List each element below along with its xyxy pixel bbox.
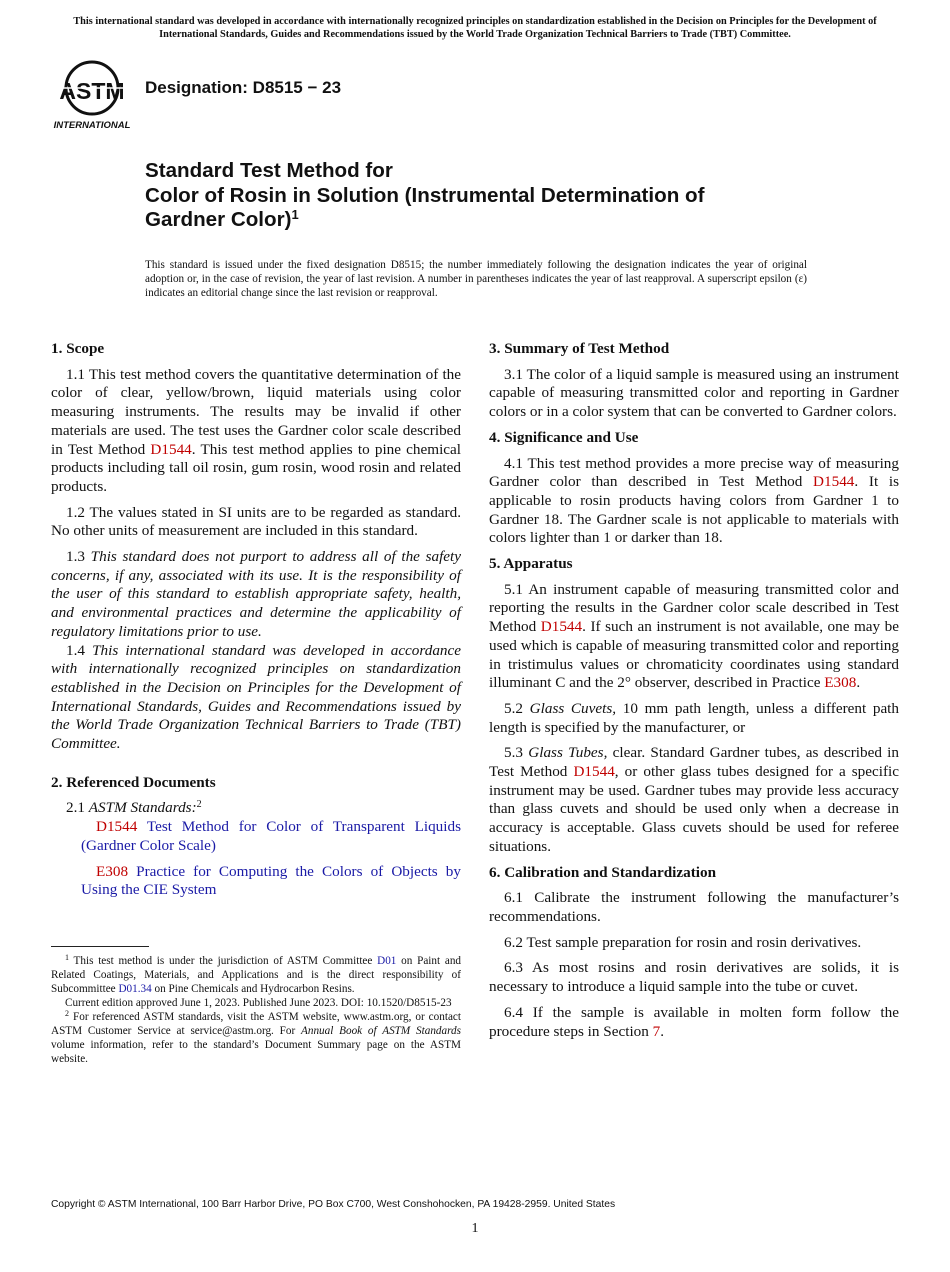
title-line-2: Color of Rosin in Solution (Instrumental Determination of <box>145 183 705 207</box>
para-5-1-text-c: . <box>856 674 861 692</box>
ref-e308-title[interactable]: Practice for Computing the Colors of Objects by Using the CIE System <box>81 862 461 899</box>
astm-logo-icon <box>52 56 136 132</box>
issued-note: This standard is issued under the fixed designation D8515; the number immediately following the designation indicates the year of original adoption or, in the case of revision, the year of last revision. A number in parentheses indicates the year of last reapproval. A superscript epsilon (ε) indicates an editorial change since the last revision or reapproval. <box>145 259 807 299</box>
right-column <box>489 340 899 1048</box>
ref-d1544[interactable] <box>51 818 461 855</box>
ref-e308[interactable] <box>51 863 461 900</box>
para-5-2-num: 5.2 <box>504 699 530 717</box>
para-5-2 <box>489 700 899 737</box>
para-5-3-text-b: , or other glass tubes designed for a specific instrument may be used. Gardner tubes may provide less accuracy than glass cuvets and should be used only when a decrease in accuracy is acceptable. Glass cuvets should be used for referee situations. <box>489 763 899 855</box>
document-title <box>145 159 865 233</box>
para-1-1 <box>51 366 461 497</box>
para-1-4-text: This international standard was developed in accordance with internationally recognized principles on standardization established in the Decision on Principles for the Development of International Standards, Guides and Recommendations issued by the World Trade Organization Technical Barriers to Trade (TBT) Committee. <box>51 641 462 753</box>
section-4-heading: 4. Significance and Use <box>489 428 639 446</box>
para-2-1-text: ASTM Standards: <box>88 799 197 817</box>
footnote-2-italic: Annual Book of ASTM Standards <box>301 1025 461 1037</box>
ref-d1544-code[interactable]: D1544 <box>96 818 138 836</box>
title-line-1: Standard Test Method for <box>145 159 393 182</box>
footnote-1-edition: Current edition approved June 1, 2023. Published June 2023. DOI: 10.1520/D8515-23 <box>65 997 452 1009</box>
link-e308[interactable]: E308 <box>824 674 857 692</box>
para-4-1-text-a: 4.1 This test method provides a more precise way of measuring Gardner color than described in Test Method <box>489 454 899 491</box>
para-6-1: 6.1 Calibrate the instrument following the manufacturer’s recommendations. <box>489 889 899 925</box>
para-5-3-text-a: clear. Standard Gardner tubes, as described in Test Method <box>489 744 899 781</box>
section-6-heading: 6. Calibration and Standardization <box>489 863 717 881</box>
para-6-4-text-b: . <box>660 1022 665 1040</box>
para-1-3-text: This standard does not purport to address all of the safety concerns, if any, associated with its use. It is the responsibility of the user of this standard to establish appropriate safety, health, and environmental practices and determine the applicability of regulatory limitations prior to use. <box>51 548 462 640</box>
footnote-1-text-b: on Paint and Related Coatings, Materials, and Applications and is the direct responsibility of Subcommittee <box>51 955 462 995</box>
left-column <box>51 340 461 907</box>
footnote-1-text-a: This test method is under the jurisdiction of ASTM Committee <box>69 955 378 967</box>
footnote-1 <box>51 954 461 996</box>
title-line-3 <box>145 208 865 233</box>
header-notice: This international standard was developed in accordance with internationally recognized principles on standardization established in the Decision on Principles for the Development of International Standards, Guides and Recommendations issued by the World Trade Organization Technical Barriers to Trade (TBT) Committee. <box>73 16 877 40</box>
para-3-1: 3.1 The color of a liquid sample is measured using an instrument capable of measuring transmitted color and reporting in Gardner colors or in a color system that can be converted to Gardner colors. <box>489 365 899 421</box>
para-5-3-num: 5.3 <box>504 744 529 762</box>
para-6-2: 6.2 Test sample preparation for rosin and rosin derivatives. <box>504 933 862 951</box>
para-1-3-num: 1.3 <box>66 548 91 566</box>
para-1-4-num: 1.4 <box>66 641 93 659</box>
para-1-1-text-a: 1.1 This test method covers the quantitative determination of the color of clear, yellow/brown, liquid materials using color measuring instruments. The results may be invalid if other materials are used. The test uses the Gardner color scale described in Test Method <box>51 365 461 458</box>
link-d1544[interactable]: D1544 <box>573 763 615 781</box>
para-2-1-num: 2.1 <box>66 799 89 817</box>
link-subcommittee-d01-34[interactable]: D01.34 <box>118 983 152 995</box>
para-6-3: 6.3 As most rosins and rosin derivatives are solids, it is necessary to introduce a liquid sample into the tube or cuvet. <box>489 959 899 996</box>
ref-d1544-title[interactable]: Test Method for Color of Transparent Liquids (Gardner Color Scale) <box>81 818 461 854</box>
title-line-3-text: Gardner Color) <box>145 208 292 231</box>
link-d1544[interactable]: D1544 <box>150 440 192 458</box>
para-4-1 <box>489 455 899 549</box>
para-6-4-text-a: 6.4 If the sample is available in molten form follow the procedure steps in Section <box>489 1003 899 1040</box>
para-5-1-text-b: . If such an instrument is not available, one may be used which is capable of measuring transmitted color and reporting in tristimulus values or chromaticity coordinates using standard illuminant C and the 2° observer, described in Practice <box>489 618 899 692</box>
para-5-2-italic: Glass Cuvets, <box>529 699 617 717</box>
para-5-1 <box>489 581 899 693</box>
para-5-1-text-a: 5.1 An instrument capable of measuring transmitted color and reporting the results in the Gardner color scale described in Test Method <box>489 580 899 636</box>
footnote-1-text-c: on Pine Chemicals and Hydrocarbon Resins. <box>151 983 355 995</box>
para-1-3 <box>51 548 461 642</box>
footnote-2-text-b: volume information, refer to the standard’s Document Summary page on the ASTM website. <box>51 1039 461 1065</box>
footnote-1-mark: 1 <box>65 953 69 962</box>
footnote-2-text-a: For referenced ASTM standards, visit the ASTM website, www.astm.org, or contact ASTM Customer Service at service@astm.org. For <box>51 1011 461 1037</box>
link-d1544[interactable]: D1544 <box>540 618 583 636</box>
ref-e308-code[interactable]: E308 <box>96 862 129 880</box>
para-5-2-text: 10 mm path length, unless a different path length is specified by the manufacturer, or <box>489 699 899 736</box>
astm-logo <box>52 56 136 132</box>
section-2-heading: 2. Referenced Documents <box>51 773 216 791</box>
page-number: 1 <box>471 1221 479 1236</box>
footnotes <box>51 946 461 1066</box>
footnote-2 <box>51 1010 461 1066</box>
para-4-1-text-b: . It is applicable to rosin products having colors from Gardner 1 to Gardner 18. The Gardner scale is not applicable to materials with colors lighter than 1 or darker than 18. <box>489 473 899 547</box>
link-section-7[interactable]: 7 <box>652 1022 661 1040</box>
logo-text: ASTM <box>59 78 125 104</box>
para-6-4 <box>489 1004 899 1041</box>
designation: Designation: D8515 − 23 <box>145 78 342 97</box>
para-1-4 <box>51 642 461 754</box>
link-committee-d01[interactable]: D01 <box>377 955 397 967</box>
section-3-heading: 3. Summary of Test Method <box>489 340 670 357</box>
copyright-line: Copyright © ASTM International, 100 Barr Harbor Drive, PO Box C700, West Conshohocken, PA 19428-2959. United States <box>51 1199 616 1210</box>
para-1-1-text-b: . This test method applies to pine chemical products including tall oil rosin, gum rosin, wood rosin and related products. <box>51 440 461 495</box>
footnote-2-mark: 2 <box>65 1009 69 1018</box>
title-footnote-mark[interactable]: 1 <box>291 207 299 222</box>
para-5-3-italic: Glass Tubes, <box>528 744 608 762</box>
para-1-2: 1.2 The values stated in SI units are to be regarded as standard. No other units of measurement are included in this standard. <box>51 503 461 540</box>
footnote-mark-2[interactable]: 2 <box>196 799 202 811</box>
para-2-1 <box>51 799 461 818</box>
link-d1544[interactable]: D1544 <box>813 473 855 491</box>
para-5-3 <box>489 744 899 856</box>
section-1-heading: 1. Scope <box>51 340 105 357</box>
footnote-divider <box>51 946 149 947</box>
section-5-heading: 5. Apparatus <box>489 555 573 573</box>
logo-subtext: INTERNATIONAL <box>53 120 131 131</box>
